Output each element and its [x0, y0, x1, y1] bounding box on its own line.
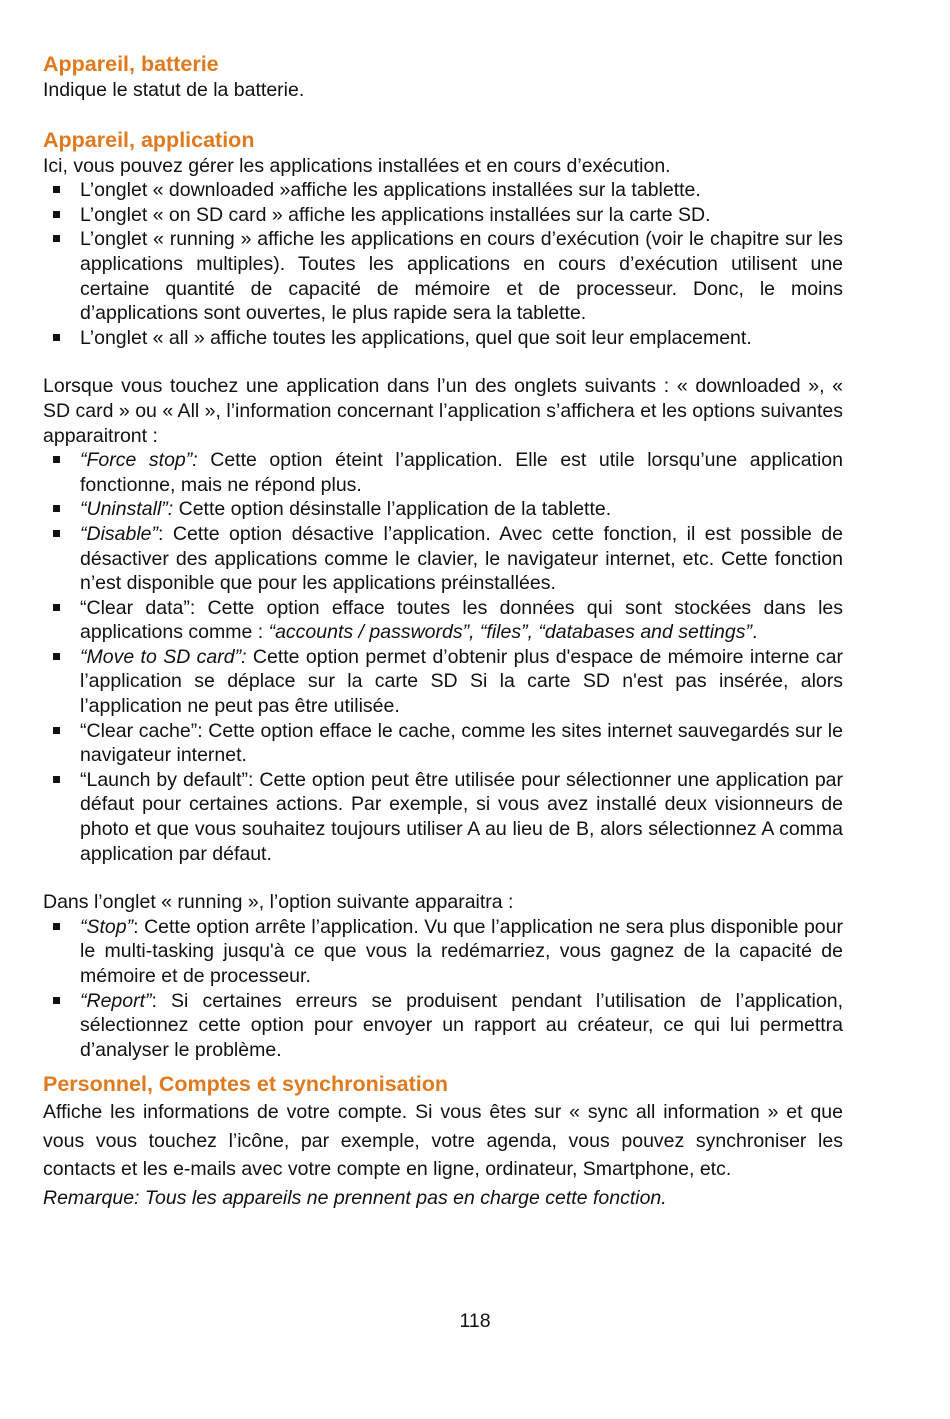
option-text: Cette option permet d’obtenir plus d'espace de mémoire interne car l’application se déplace sur la carte SD Si la carte SD n'est pas insérée, alors l’application ne peut pas être utilisée.: [80, 645, 843, 718]
accounts-text: Affiche les informations de votre compte. Si vous êtes sur « sync all information » et que vous vous touchez l’icône, par exemple, votre agenda, vous pouvez synchroniser les contacts et les e-mails avec votre compte en ligne, ordinateur, Smartphone, etc.: [43, 1101, 843, 1181]
option-text: “Launch by default”: Cette option peut être utilisée pour sélectionner une application par défaut pour certaines actions. Par exemple, si vous avez installé deux visionneurs de photo et que vous souhaitez toujours utiliser A au lieu de B, alors sélectionnez A comma application par défaut.: [80, 768, 843, 865]
spacer: [43, 866, 843, 890]
application-intro: Ici, vous pouvez gérer les applications installées et en cours d’exécution.: [43, 154, 671, 177]
option-text: : Si certaines erreurs se produisent pendant l’utilisation de l’application, sélectionnez cette option pour envoyer un rapport au créateur, ce qui lui permettra d’analyser le problème.: [80, 989, 843, 1061]
list-item: [43, 448, 843, 497]
spacer: [43, 1062, 843, 1070]
option-text: “Clear data”: Cette option efface toutes les données qui sont stockées dans les applications comme :: [80, 596, 843, 644]
list-item: [43, 719, 843, 768]
option-term: “Disable”: [80, 522, 159, 545]
battery-text: Indique le statut de la batterie.: [43, 79, 305, 101]
option-text: : Cette option arrête l’application. Vu que l’application ne sera plus disponible pour le multi-tasking jusqu'à ce que vous la redémarriez, vous gagnez de la capacité de mémoire et de processeur.: [80, 915, 843, 987]
battery-heading: Appareil, batterie: [43, 52, 219, 76]
option-text: “Clear cache”: Cette option efface le cache, comme les sites internet sauvegardés sur le navigateur internet.: [80, 719, 843, 767]
application-heading: Appareil, application: [43, 127, 255, 152]
accounts-body: [43, 1098, 843, 1212]
option-text: Cette option désinstalle l’application de la tablette.: [173, 498, 612, 521]
list-item: L’onglet « on SD card » affiche les applications installées sur la carte SD.: [43, 203, 843, 228]
option-term: “Stop”: [80, 915, 134, 938]
option-text: Cette option éteint l’application. Elle est utile lorsqu’une application fonctionne, mais ne répond plus.: [80, 449, 843, 496]
option-term: “Force stop”:: [80, 449, 198, 472]
option-term: “Uninstall”:: [80, 498, 174, 521]
accounts-heading: Personnel, Comptes et synchronisation: [43, 1072, 449, 1097]
running-options-list: [43, 915, 843, 1063]
list-item: [43, 915, 843, 989]
option-tail: .: [751, 621, 758, 644]
option-text: : Cette option désactive l’application. Avec cette fonction, il est possible de désactiver des applications comme le clavier, le navigateur internet, etc. Cette fonction n’est disponible que pour les applications préinstallées.: [80, 522, 843, 595]
options-intro: Lorsque vous touchez une application dans l’un des onglets suivants : « downloaded », « SD card » ou « All », l’information concernant l’application s’affichera et les options suivantes apparaitront :: [43, 375, 843, 447]
tabs-list: [43, 178, 843, 350]
option-emphasis: “accounts / passwords”, “files”, “databases and settings”: [268, 621, 752, 644]
list-item: [43, 522, 843, 596]
list-item: [43, 497, 843, 522]
running-intro: Dans l’onglet « running », l’option suivante apparaitra :: [43, 891, 514, 914]
option-term: “Move to SD card”:: [80, 645, 247, 668]
list-item: [43, 645, 843, 719]
page-content: [43, 50, 843, 1212]
list-item: L’onglet « running » affiche les applications en cours d’exécution (voir le chapitre sur les applications multiples). Toutes les applications en cours d’exécution utilisent une certaine quantité de capacité de mémoire et de processeur. Donc, le moins d’applications sont ouvertes, le plus rapide sera la tablette.: [43, 227, 843, 325]
list-item: [43, 768, 843, 866]
list-item: [43, 596, 843, 645]
list-item: [43, 989, 843, 1063]
options-list: [43, 448, 843, 866]
spacer: [43, 350, 843, 374]
list-item: L’onglet « downloaded »affiche les applications installées sur la tablette.: [43, 178, 843, 203]
spacer: [43, 103, 843, 126]
page-number: 118: [459, 1310, 491, 1332]
accounts-note: Remarque: Tous les appareils ne prennent pas en charge cette fonction.: [43, 1186, 667, 1209]
list-item: L’onglet « all » affiche toutes les applications, quel que soit leur emplacement.: [43, 326, 843, 351]
option-term: “Report”: [80, 989, 152, 1012]
